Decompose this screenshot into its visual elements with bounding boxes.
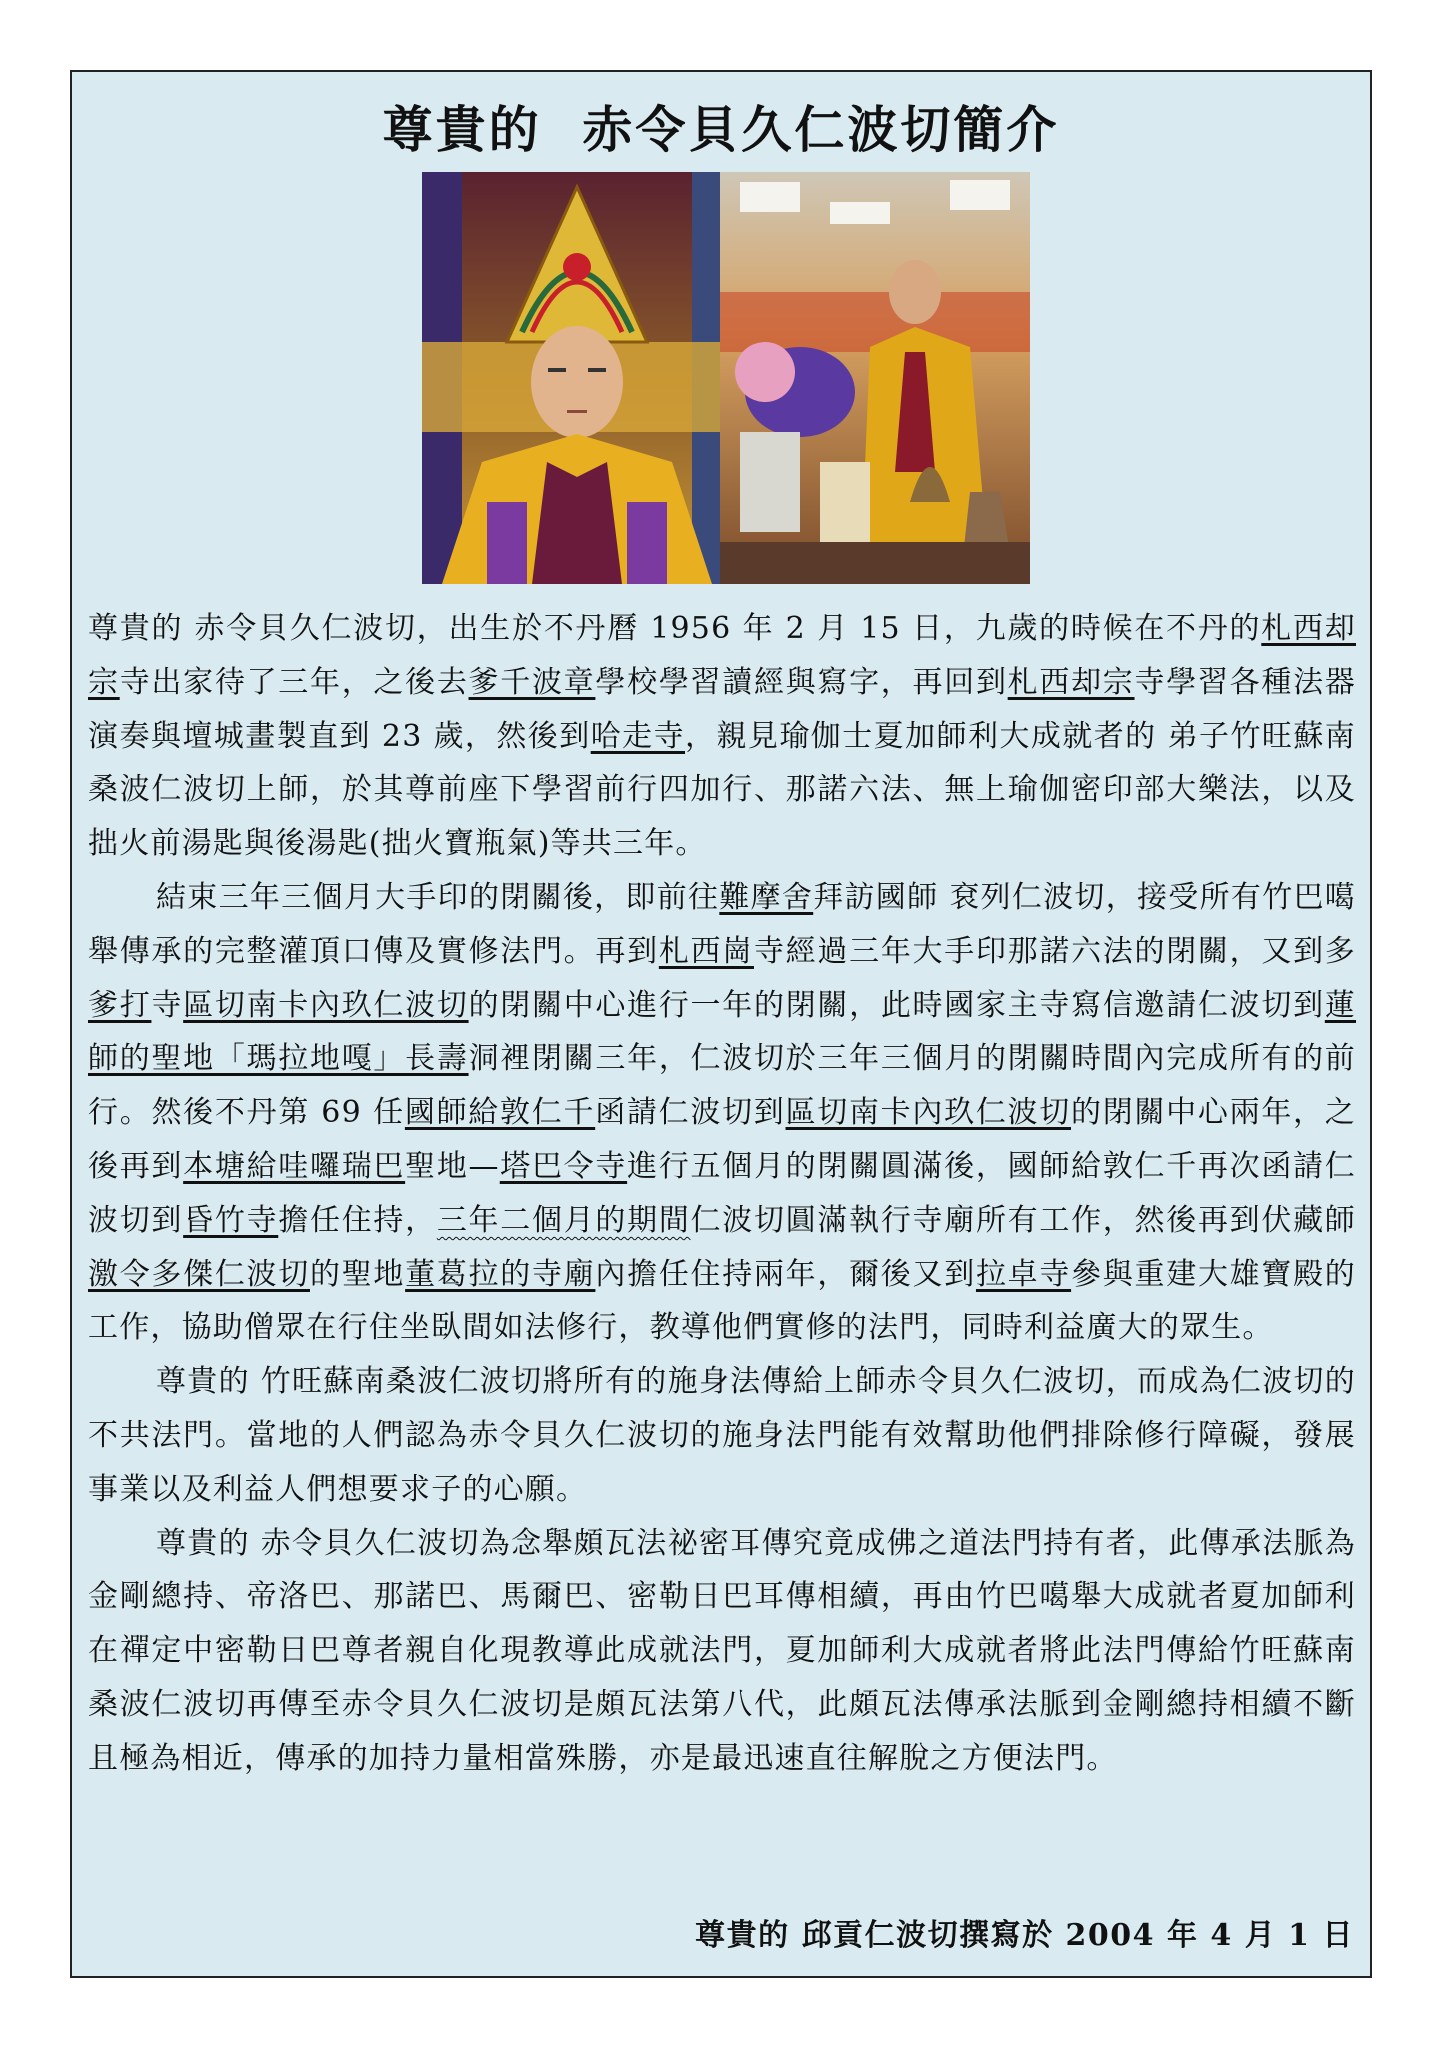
underlined-place-name: 難摩舍 [719,879,814,915]
underlined-place-name: 國師給敦仁千 [404,1095,596,1131]
underlined-place-name: 區切南卡內玖仁波切 [785,1095,1072,1131]
text-run: 寺學習各種法器演奏與壇城畫製直到 23 歲，然後到 [88,664,1357,754]
text-run: 聖地— [405,1148,500,1184]
text-run: 洞裡閉關三年，仁波切於三年三個月的閉關時間內完成所有的前行。然後不丹第 69 任 [88,1041,1356,1131]
text-run: 尊貴的 赤令貝久仁波切，出生於不丹曆 1956 年 2 月 15 日，九歲的時候在不丹的 [88,611,1262,646]
text-run: 的閉關中心兩年，之後再到 [88,1095,1356,1184]
underlined-place-name: 札西却宗 [88,611,1356,700]
underlined-place-name: 拉卓寺 [975,1256,1072,1292]
text-run: 參與重建大雄寶殿的工作，協助僧眾在行住坐臥間如法修行，教導他們實修的法門，同時利益廣大的眾生。 [88,1256,1356,1346]
underlined-place-name: 激令多傑仁波切 [88,1256,310,1292]
text-run: 寺 [151,987,184,1023]
biography-paragraph-2 [88,871,1356,1355]
text-run: 學校學習讀經與寫字，再回到 [595,664,1008,700]
author-signature: 尊貴的 邱貢仁波切撰寫於 2004 年 4 月 1 日 [695,1918,1354,1953]
text-run: 尊貴的 赤令貝久仁波切為念舉頗瓦法祕密耳傳究竟成佛之道法門持有者，此傳承法脈為金剛總持、帝洛巴、那諾巴、馬爾巴、密勒日巴耳傳相續，再由竹巴噶舉大成就者夏加師利在禪定中密勒日巴尊者親自化現教導此成就法門，夏加師利大成就者將此法門傳給竹旺蘇南桑波仁波切再傳至赤令貝久仁波切是頗瓦法第八代，此頗瓦法傳承法脈到金剛總持相續不斷且極為相近，傳承的加持力量相當殊勝，亦是最迅速直往解脫之方便法門。 [88,1525,1356,1776]
portrait-photo-left [422,172,732,584]
biography-paragraph-3 [88,1355,1356,1516]
rinpoche-crown-portrait-image [422,172,732,584]
underlined-place-name: 塔巴令寺 [499,1148,628,1184]
underlined-place-name: 三年二個月的期間 [436,1202,691,1238]
text-run: 進行五個月的閉關圓滿後，國師給敦仁千再次函請仁波切到 [88,1148,1356,1238]
text-run: 內擔任住持兩年，爾後又到 [595,1256,976,1292]
biography-paragraph-4 [88,1517,1356,1786]
biography-paragraph-1 [88,602,1356,871]
text-run: ，親見瑜伽士夏加師利大成就者的 弟子竹旺蘇南桑波仁波切上師，於其尊前座下學習前行四加行、那諾六法、無上瑜伽密印部大樂法，以及拙火前湯匙與後湯匙(拙火寶瓶氣)等共三年。 [88,718,1356,862]
rinpoche-shrine-portrait-image [720,172,1030,584]
text-run: 寺出家待了三年，之後去 [119,664,469,700]
underlined-place-name: 爹千波章 [468,664,596,700]
underlined-place-name: 爹打 [88,987,152,1023]
document-title: 尊貴的 赤令貝久仁波切簡介 [382,100,1060,159]
underlined-place-name: 札西却宗 [1007,664,1135,700]
text-run: 結束三年三個月大手印的閉關後，即前往 [156,879,720,915]
text-run: 仁波切圓滿執行寺廟所有工作，然後再到伏藏師 [690,1202,1356,1238]
text-run: 的聖地 [309,1256,406,1292]
document-frame [70,70,1372,1978]
portrait-photo-right [720,172,1030,584]
underlined-place-name: 蓮師的聖地「瑪拉地嘎」長壽 [88,987,1357,1077]
text-run: 的閉關中心進行一年的閉關，此時國家主寺寫信邀請仁波切到 [468,987,1325,1023]
text-run: 尊貴的 竹旺蘇南桑波仁波切將所有的施身法傳給上師赤令貝久仁波切，而成為仁波切的不共法門。當地的人們認為赤令貝久仁波切的施身法門能有效幫助他們排除修行障礙，發展事業以及利益人們想要求子的心願。 [88,1364,1356,1507]
underlined-place-name: 區切南卡內玖仁波切 [183,987,469,1023]
text-run: 擔任住持， [278,1202,437,1238]
text-run: 拜訪國師 袞列仁波切，接受所有竹巴噶舉傳承的完整灌頂口傳及實修法門。再到 [88,879,1356,969]
text-run: 寺經過三年大手印那諾六法的閉關，又到多 [753,933,1356,969]
biography-body [88,602,1356,1786]
underlined-place-name: 董葛拉的寺廟 [405,1256,596,1292]
underlined-place-name: 札西崗 [658,933,754,969]
underlined-place-name: 哈走寺 [590,718,686,754]
underlined-place-name: 昏竹寺 [183,1202,279,1238]
text-run: 函請仁波切到 [595,1095,786,1131]
underlined-place-name: 本塘給哇囉瑞巴 [183,1148,406,1184]
